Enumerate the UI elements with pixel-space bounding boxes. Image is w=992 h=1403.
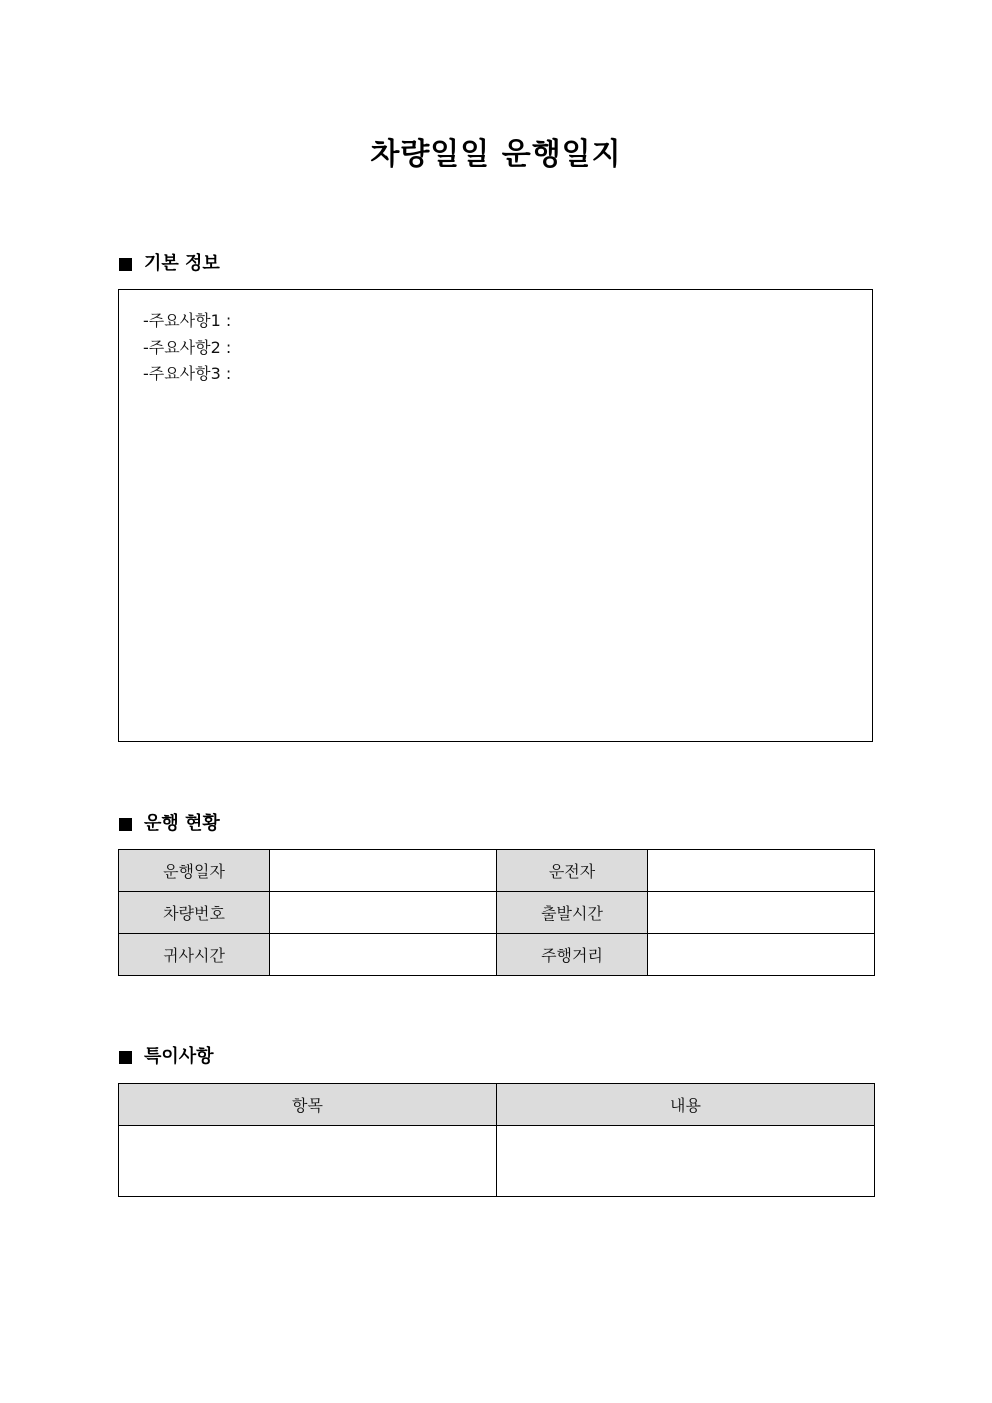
section-heading-label: 기본 정보 xyxy=(144,253,220,274)
section-heading-label: 운행 현황 xyxy=(144,813,220,834)
label-operation-date: 운행일자 xyxy=(119,850,270,892)
section-heading-notes xyxy=(119,1044,214,1070)
table-row xyxy=(119,850,875,892)
table-header-row xyxy=(119,1084,875,1126)
label-driver: 운전자 xyxy=(497,850,648,892)
basic-info-box[interactable] xyxy=(118,289,873,742)
info-line: -주요사항2 : xyxy=(143,337,232,357)
notes-table xyxy=(118,1083,875,1197)
operation-table xyxy=(118,849,875,976)
section-heading-operation xyxy=(119,811,220,837)
column-header-item: 항목 xyxy=(119,1084,497,1126)
value-return-time[interactable] xyxy=(270,934,497,976)
column-header-content: 내용 xyxy=(497,1084,875,1126)
table-row xyxy=(119,934,875,976)
value-departure-time[interactable] xyxy=(648,892,875,934)
table-row xyxy=(119,892,875,934)
label-vehicle-number: 차량번호 xyxy=(119,892,270,934)
notes-content-cell[interactable] xyxy=(497,1126,875,1197)
value-driver[interactable] xyxy=(648,850,875,892)
value-operation-date[interactable] xyxy=(270,850,497,892)
notes-item-cell[interactable] xyxy=(119,1126,497,1197)
info-line: -주요사항3 : xyxy=(143,364,232,383)
section-heading-basic-info xyxy=(119,251,220,277)
value-vehicle-number[interactable] xyxy=(270,892,497,934)
table-row xyxy=(119,1126,875,1197)
square-bullet-icon xyxy=(119,1051,132,1064)
square-bullet-icon xyxy=(119,258,132,271)
label-return-time: 귀사시간 xyxy=(119,934,270,976)
label-distance: 주행거리 xyxy=(497,934,648,976)
document-title: 차량일일 운행일지 xyxy=(370,137,622,172)
section-heading-label: 특이사항 xyxy=(144,1046,214,1067)
info-line: -주요사항1 : xyxy=(143,311,232,330)
label-departure-time: 출발시간 xyxy=(497,892,648,934)
basic-info-lines xyxy=(143,308,231,388)
value-distance[interactable] xyxy=(648,934,875,976)
square-bullet-icon xyxy=(119,818,132,831)
